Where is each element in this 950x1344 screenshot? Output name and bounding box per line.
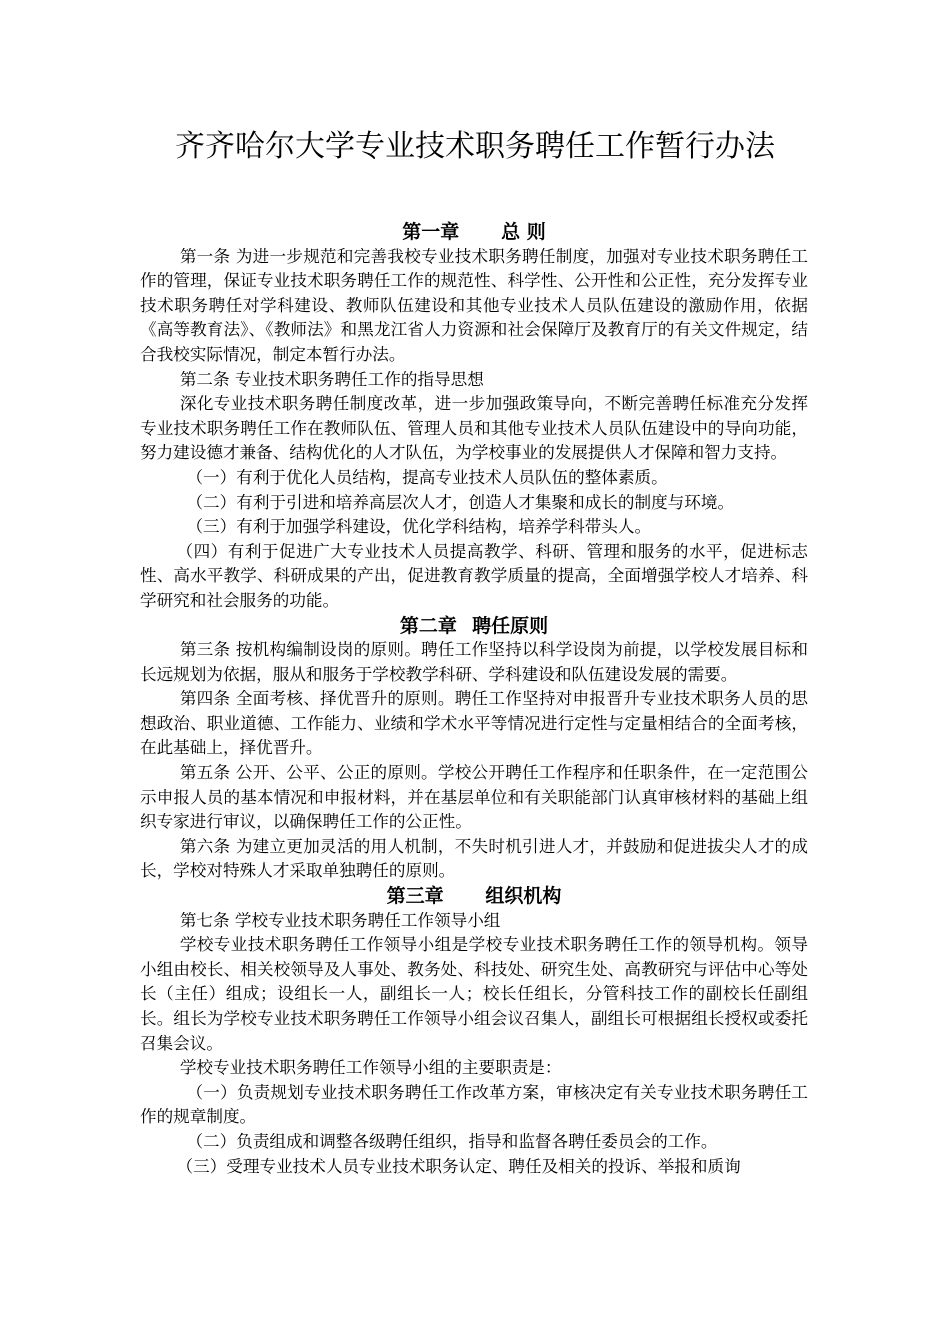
chapter-2-number: 第二章 xyxy=(399,614,457,637)
article-2-heading: 第二条 专业技术职务聘任工作的指导思想 xyxy=(179,369,484,389)
article-3: 第三条 按机构编制设岗的原则。聘任工作坚持以科学设岗为前提，以学校发展目标和长远规划为依据，服从和服务于学校教学科研、学科建设和队伍建设发展的需要。 xyxy=(140,640,808,684)
chapter-1-number: 第一章 xyxy=(402,221,460,243)
article-4: 第四条 全面考核、择优晋升的原则。聘任工作坚持对申报晋升专业技术职务人员的思想政治、职业道德、工作能力、业绩和学术水平等情况进行定性与定量相结合的全面考核，在此基础上，择优晋升。 xyxy=(140,689,808,758)
article-7-body: 学校专业技术职务聘任工作领导小组是学校专业技术职务聘任工作的领导机构。领导小组由校长、相关校领导及人事处、教务处、科技处、研究生处、高教研究与评估中心等处长（主任）组成；设组长一人，副组长一人；校长任组长，分管科技工作的副校长任副组长。组长为学校专业技术职务聘任工作领导小组会议召集人，副组长可根据组长授权或委托召集会议。 xyxy=(140,935,808,1053)
chapter-2-name: 聘任原则 xyxy=(472,614,549,637)
article-7-duty-3: （三）受理专业技术人员专业技术职务认定、聘任及相关的投诉、举报和质询 xyxy=(176,1156,741,1176)
chapter-1-heading xyxy=(140,220,808,245)
chapter-3-number: 第三章 xyxy=(386,885,444,908)
article-7-duties-intro: 学校专业技术职务聘任工作领导小组的主要职责是： xyxy=(179,1058,562,1078)
article-1: 第一条 为进一步规范和完善我校专业技术职务聘任制度，加强对专业技术职务聘任工作的管理，保证专业技术职务聘任工作的规范性、科学性、公开性和公正性，充分发挥专业技术职务聘任对学科建设、教师队伍建设和其他专业技术人员队伍建设的激励作用，依据《高等教育法》、《教师法》和黑龙江省人力资源和社会保障厅及教育厅的有关文件规定，结合我校实际情况，制定本暂行办法。 xyxy=(140,246,808,364)
document-body xyxy=(140,220,808,1179)
article-2-item-1: （一）有利于优化人员结构，提高专业技术人员队伍的整体素质。 xyxy=(186,467,668,487)
article-7-duty-1: （一）负责规划专业技术职务聘任工作改革方案，审核决定有关专业技术职务聘任工作的规章制度。 xyxy=(140,1082,808,1127)
chapter-3-heading xyxy=(140,884,808,909)
article-5: 第五条 公开、公平、公正的原则。学校公开聘任工作程序和任职条件，在一定范围公示申报人员的基本情况和申报材料，并在基层单位和有关职能部门认真审核材料的基础上组织专家进行审议，以确保聘任工作的公正性。 xyxy=(140,763,808,832)
document-title: 齐齐哈尔大学专业技术职务聘任工作暂行办法 xyxy=(175,129,775,164)
chapter-3-name: 组织机构 xyxy=(485,885,562,908)
article-2-item-4: （四）有利于促进广大专业技术人员提高教学、科研、管理和服务的水平，促进标志性、高水平教学、科研成果的产出，促进教育教学质量的提高，全面增强学校人才培养、科学研究和社会服务的功能。 xyxy=(140,541,808,610)
chapter-2-heading xyxy=(140,614,808,639)
article-2-item-3: （三）有利于加强学科建设，优化学科结构，培养学科带头人。 xyxy=(186,517,652,537)
chapter-1-name: 总 则 xyxy=(501,221,546,243)
article-7-duty-2: （二）负责组成和调整各级聘任组织，指导和监督各聘任委员会的工作。 xyxy=(186,1131,718,1151)
article-2-item-2: （二）有利于引进和培养高层次人才，创造人才集聚和成长的制度与环境。 xyxy=(186,492,735,512)
article-2-body: 深化专业技术职务聘任制度改革，进一步加强政策导向，不断完善聘任标准充分发挥专业技术职务聘任工作在教师队伍、管理人员和其他专业技术人员队伍建设中的导向功能，努力建设德才兼备、结构优化的人才队伍，为学校事业的发展提供人才保障和智力支持。 xyxy=(140,394,808,463)
article-6: 第六条 为建立更加灵活的用人机制，不失时机引进人才，并鼓励和促进拔尖人才的成长，学校对特殊人才采取单独聘任的原则。 xyxy=(140,836,808,881)
article-7-heading: 第七条 学校专业技术职务聘任工作领导小组 xyxy=(179,910,501,930)
